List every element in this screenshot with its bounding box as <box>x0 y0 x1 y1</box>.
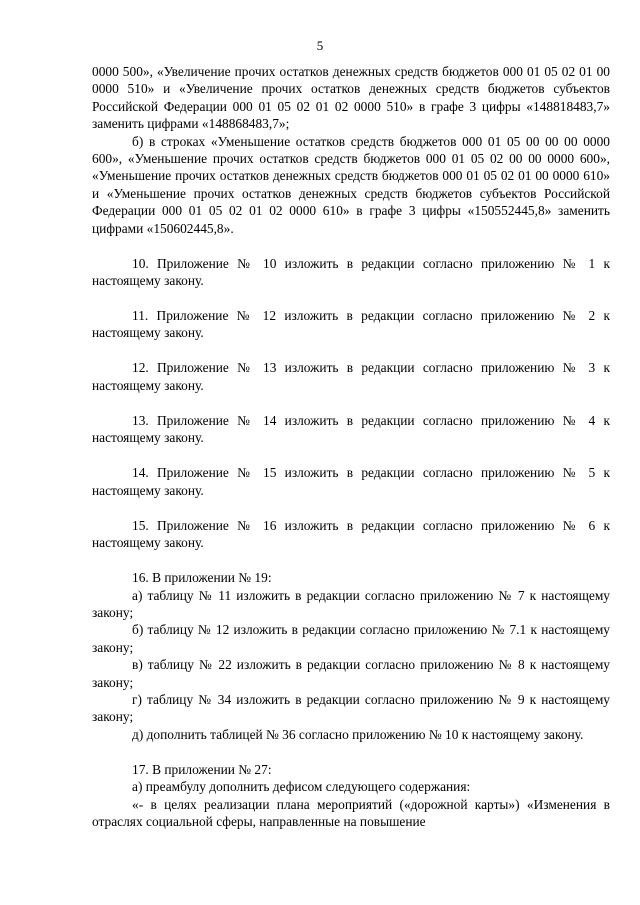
page-number: 5 <box>316 38 324 53</box>
paragraph-item-11: 11. Приложение № 12 изложить в редакции согласно приложению № 2 к настоящему закону. <box>92 308 610 341</box>
paragraph-quote: «- в целях реализации плана мероприятий («дорожной карты») «Изменения в отраслях социальной сферы, направленные на повышение <box>92 796 610 829</box>
paragraph-item-17: 17. В приложении № 27: <box>132 761 272 777</box>
document-body <box>92 63 610 830</box>
paragraph-item-16g: г) таблицу № 34 изложить в редакции согласно приложению № 9 к настоящему закону; <box>92 691 610 725</box>
paragraph-item-b: б) в строках «Уменьшение остатков средств бюджетов 000 01 05 00 00 00 0000 600», «Уменьшение прочих остатков средств бюджетов 000 01 05 02 00 00 0000 600», «Уменьшение прочих остатков денежных средств бюджетов 000 01 05 02 01 00 0000 610» и «Уменьшение прочих остатков денежных средств бюджетов субъектов Российской Федерации 000 01 05 02 01 02 0000 610» в графе 3 цифры «150552445,8» заменить цифрами «150602445,8». <box>92 133 610 236</box>
paragraph-item-16b: б) таблицу № 12 изложить в редакции согласно приложению № 7.1 к настоящему закону; <box>92 622 610 655</box>
paragraph-item-16v: в) таблицу № 22 изложить в редакции согласно приложению № 8 к настоящему закону; <box>92 657 610 690</box>
paragraph-item-16a: а) таблицу № 11 изложить в редакции согласно приложению № 7 к настоящему закону; <box>92 587 610 620</box>
paragraph-item-15: 15. Приложение № 16 изложить в редакции согласно приложению № 6 к настоящему закону. <box>92 517 610 551</box>
paragraph-item-13: 13. Приложение № 14 изложить в редакции согласно приложению № 4 к настоящему закону. <box>92 412 610 446</box>
paragraph-continuation: 0000 500», «Увеличение прочих остатков денежных средств бюджетов 000 01 05 02 01 00 0000 510» и «Увеличение прочих остатков денежных средств бюджетов субъектов Российской Федерации 000 01 05 02 01 02 0000 510» в графе 3 цифры «148818483,7» заменить цифрами «148868483,7»; <box>92 64 610 132</box>
paragraph-item-12: 12. Приложение № 13 изложить в редакции согласно приложению № 3 к настоящему закону. <box>92 360 610 393</box>
paragraph-item-10: 10. Приложение № 10 изложить в редакции согласно приложению № 1 к настоящему закону. <box>92 255 610 289</box>
paragraph-item-16: 16. В приложении № 19: <box>132 570 272 586</box>
paragraph-item-14: 14. Приложение № 15 изложить в редакции согласно приложению № 5 к настоящему закону. <box>92 465 610 498</box>
paragraph-item-17a: а) преамбулу дополнить дефисом следующего содержания: <box>132 779 471 795</box>
paragraph-item-16d: д) дополнить таблицей № 36 согласно приложению № 10 к настоящему закону. <box>132 726 584 742</box>
